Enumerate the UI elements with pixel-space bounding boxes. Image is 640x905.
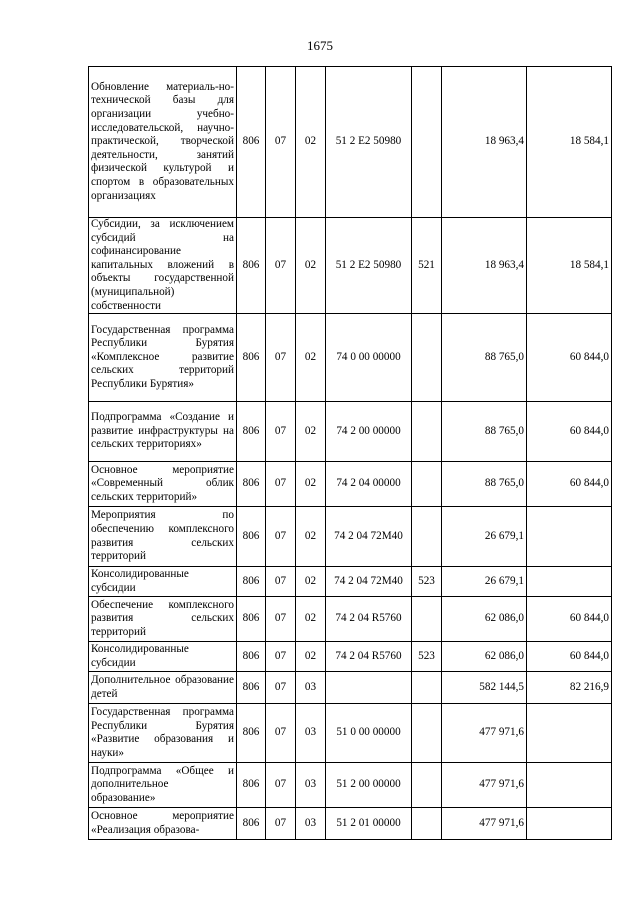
- gr-code-cell: 806: [237, 462, 266, 507]
- amount-cell-1: 582 144,5: [442, 672, 527, 704]
- amount-cell-1: 18 963,4: [442, 67, 527, 218]
- row-name-cell: Субсидии, за исключением субсидий на софинансирование капитальных вложений в объекты государственной (муниципальной) собственности: [89, 218, 237, 314]
- csr-code-cell: 74 2 04 R5760: [326, 597, 412, 642]
- gr-code-cell: 806: [237, 672, 266, 704]
- table-row: [89, 642, 612, 672]
- vr-code-cell: [412, 597, 442, 642]
- vr-code-cell: [412, 672, 442, 704]
- pr-code-cell: 02: [296, 402, 326, 462]
- csr-code-cell: 51 0 00 00000: [326, 704, 412, 763]
- table-row: [89, 67, 612, 218]
- table-row: [89, 402, 612, 462]
- amount-cell-2: 60 844,0: [527, 642, 612, 672]
- amount-cell-1: 26 679,1: [442, 507, 527, 567]
- table-row: [89, 462, 612, 507]
- amount-cell-2: 60 844,0: [527, 462, 612, 507]
- amount-cell-1: 62 086,0: [442, 642, 527, 672]
- rz-code-cell: 07: [266, 402, 296, 462]
- amount-cell-1: 477 971,6: [442, 808, 527, 840]
- amount-cell-2: 60 844,0: [527, 597, 612, 642]
- gr-code-cell: 806: [237, 704, 266, 763]
- gr-code-cell: 806: [237, 642, 266, 672]
- amount-cell-1: 88 765,0: [442, 402, 527, 462]
- amount-cell-1: 477 971,6: [442, 704, 527, 763]
- row-name-cell: Консолидированные субсидии: [89, 642, 237, 672]
- row-name-cell: Мероприятия по обеспечению комплексного развития сельских территорий: [89, 507, 237, 567]
- csr-code-cell: 51 2 E2 50980: [326, 218, 412, 314]
- amount-cell-1: 18 963,4: [442, 218, 527, 314]
- row-name-cell: Подпрограмма «Общее и дополнительное образование»: [89, 763, 237, 808]
- row-name-cell: Подпрограмма «Создание и развитие инфраструктуры на сельских территориях»: [89, 402, 237, 462]
- gr-code-cell: 806: [237, 507, 266, 567]
- table-row: [89, 808, 612, 840]
- row-name-cell: Государственная программа Республики Бурятия «Развитие образования и науки»: [89, 704, 237, 763]
- table-row: [89, 704, 612, 763]
- vr-code-cell: [412, 462, 442, 507]
- vr-code-cell: [412, 704, 442, 763]
- csr-code-cell: 74 0 00 00000: [326, 314, 412, 402]
- pr-code-cell: 02: [296, 218, 326, 314]
- vr-code-cell: [412, 808, 442, 840]
- csr-code-cell: 51 2 01 00000: [326, 808, 412, 840]
- gr-code-cell: 806: [237, 567, 266, 597]
- amount-cell-2: [527, 763, 612, 808]
- pr-code-cell: 02: [296, 67, 326, 218]
- amount-cell-2: [527, 808, 612, 840]
- pr-code-cell: 02: [296, 642, 326, 672]
- pr-code-cell: 02: [296, 597, 326, 642]
- gr-code-cell: 806: [237, 402, 266, 462]
- gr-code-cell: 806: [237, 67, 266, 218]
- rz-code-cell: 07: [266, 218, 296, 314]
- row-name-cell: Государственная программа Республики Бурятия «Комплексное развитие сельских территорий Республики Бурятия»: [89, 314, 237, 402]
- pr-code-cell: 02: [296, 567, 326, 597]
- pr-code-cell: 02: [296, 507, 326, 567]
- amount-cell-2: [527, 507, 612, 567]
- vr-code-cell: [412, 402, 442, 462]
- pr-code-cell: 03: [296, 672, 326, 704]
- amount-cell-2: [527, 567, 612, 597]
- table-row: [89, 314, 612, 402]
- csr-code-cell: 74 2 04 00000: [326, 462, 412, 507]
- csr-code-cell: 51 2 E2 50980: [326, 67, 412, 218]
- amount-cell-2: [527, 704, 612, 763]
- row-name-cell: Дополнительное образование детей: [89, 672, 237, 704]
- amount-cell-1: 88 765,0: [442, 462, 527, 507]
- rz-code-cell: 07: [266, 567, 296, 597]
- row-name-cell: Консолидированные субсидии: [89, 567, 237, 597]
- row-name-cell: Обеспечение комплексного развития сельских территорий: [89, 597, 237, 642]
- pr-code-cell: 02: [296, 462, 326, 507]
- rz-code-cell: 07: [266, 314, 296, 402]
- table-row: [89, 597, 612, 642]
- pr-code-cell: 03: [296, 704, 326, 763]
- pr-code-cell: 03: [296, 763, 326, 808]
- amount-cell-1: 62 086,0: [442, 597, 527, 642]
- amount-cell-2: 60 844,0: [527, 402, 612, 462]
- gr-code-cell: 806: [237, 808, 266, 840]
- csr-code-cell: 74 2 04 72M40: [326, 567, 412, 597]
- table-row: [89, 763, 612, 808]
- row-name-cell: Обновление материаль-но-технической базы для организации учебно-исследовательской, научно-практической, творческой деятельности, занятий физической культурой и спортом в образовательных организациях: [89, 67, 237, 218]
- amount-cell-2: 82 216,9: [527, 672, 612, 704]
- vr-code-cell: [412, 507, 442, 567]
- rz-code-cell: 07: [266, 704, 296, 763]
- vr-code-cell: 523: [412, 567, 442, 597]
- vr-code-cell: 523: [412, 642, 442, 672]
- gr-code-cell: 806: [237, 314, 266, 402]
- gr-code-cell: 806: [237, 763, 266, 808]
- amount-cell-2: 18 584,1: [527, 218, 612, 314]
- csr-code-cell: 74 2 04 72M40: [326, 507, 412, 567]
- rz-code-cell: 07: [266, 462, 296, 507]
- rz-code-cell: 07: [266, 597, 296, 642]
- table-row: [89, 567, 612, 597]
- csr-code-cell: [326, 672, 412, 704]
- rz-code-cell: 07: [266, 67, 296, 218]
- row-name-cell: Основное мероприятие «Реализация образова-: [89, 808, 237, 840]
- csr-code-cell: 74 2 00 00000: [326, 402, 412, 462]
- pr-code-cell: 02: [296, 314, 326, 402]
- gr-code-cell: 806: [237, 218, 266, 314]
- table-row: [89, 218, 612, 314]
- rz-code-cell: 07: [266, 763, 296, 808]
- vr-code-cell: [412, 67, 442, 218]
- row-name-cell: Основное мероприятие «Современный облик сельских территорий»: [89, 462, 237, 507]
- amount-cell-2: 60 844,0: [527, 314, 612, 402]
- vr-code-cell: 521: [412, 218, 442, 314]
- rz-code-cell: 07: [266, 672, 296, 704]
- csr-code-cell: 74 2 04 R5760: [326, 642, 412, 672]
- amount-cell-1: 477 971,6: [442, 763, 527, 808]
- gr-code-cell: 806: [237, 597, 266, 642]
- amount-cell-2: 18 584,1: [527, 67, 612, 218]
- table-row: [89, 507, 612, 567]
- pr-code-cell: 03: [296, 808, 326, 840]
- amount-cell-1: 88 765,0: [442, 314, 527, 402]
- table-row: [89, 672, 612, 704]
- rz-code-cell: 07: [266, 642, 296, 672]
- page-number: 1675: [307, 38, 333, 53]
- rz-code-cell: 07: [266, 808, 296, 840]
- rz-code-cell: 07: [266, 507, 296, 567]
- vr-code-cell: [412, 763, 442, 808]
- vr-code-cell: [412, 314, 442, 402]
- csr-code-cell: 51 2 00 00000: [326, 763, 412, 808]
- budget-table: [88, 66, 612, 840]
- amount-cell-1: 26 679,1: [442, 567, 527, 597]
